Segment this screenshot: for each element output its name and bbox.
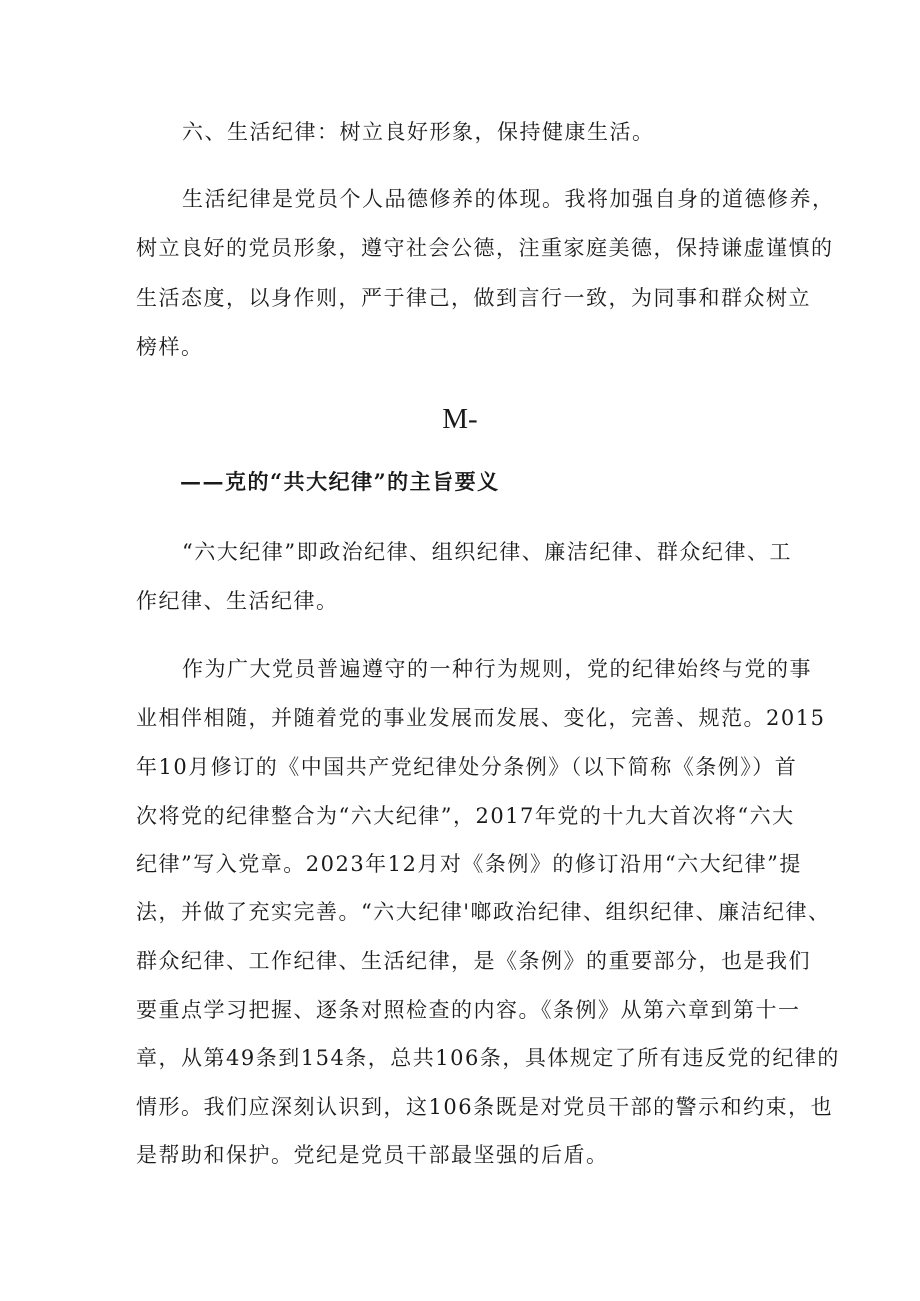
section-heading: ——克的“共大纪律”的主旨要义 xyxy=(180,469,500,494)
paragraph-line: 年10月修订的《中国共产党纪律处分条例》（以下简称《条例》）首 xyxy=(136,755,798,779)
paragraph-line: 业相伴相随，并随着党的事业发展而发展、变化，完善、规范。2015 xyxy=(136,706,826,730)
section-six-title: 六、生活纪律：树立良好形象，保持健康生活。 xyxy=(182,120,655,144)
paragraph-line: 生活纪律是党员个人品德修养的体现。我将加强自身的道德修养， xyxy=(182,187,835,211)
section-marker: M- xyxy=(442,403,478,435)
paragraph-line: 树立良好的党员形象，遵守社会公德，注重家庭美德，保持谦虚谨慎的 xyxy=(136,236,834,260)
paragraph-line: 作纪律、生活纪律。 xyxy=(136,589,339,613)
paragraph-line: 次将党的纪律整合为“六大纪律”，2017年党的十九大首次将“六大 xyxy=(136,804,795,828)
paragraph-line: 法，并做了充实完善。“六大纪律'啷政治纪律、组织纪律、廉洁纪律、 xyxy=(136,900,831,924)
paragraph-line: 群众纪律、工作纪律、生活纪律，是《条例》的重要部分，也是我们 xyxy=(136,949,811,973)
paragraph-line: “六大纪律”即政治纪律、组织纪律、廉洁纪律、群众纪律、工 xyxy=(182,540,792,564)
paragraph-line: 章，从第49条到154条，总共106条，具体规定了所有违反党的纪律的 xyxy=(136,1046,840,1070)
paragraph-line: 榜样。 xyxy=(136,335,204,359)
paragraph-line: 作为广大党员普遍遵守的一种行为规则，党的纪律始终与党的事 xyxy=(182,657,812,681)
paragraph-line: 是帮助和保护。党纪是党员干部最坚强的后盾。 xyxy=(136,1143,609,1167)
paragraph-line: 纪律”写入党章。2023年12月对《条例》的修订沿用“六大纪律”提 xyxy=(136,852,802,876)
paragraph-line: 情形。我们应深刻认识到，这106条既是对党员干部的警示和约束，也 xyxy=(136,1095,834,1119)
paragraph-line: 要重点学习把握、逐条对照检查的内容。《条例》从第六章到第十一 xyxy=(136,998,801,1022)
paragraph-line: 生活态度，以身作则，严于律己，做到言行一致，为同事和群众树立 xyxy=(136,286,811,310)
